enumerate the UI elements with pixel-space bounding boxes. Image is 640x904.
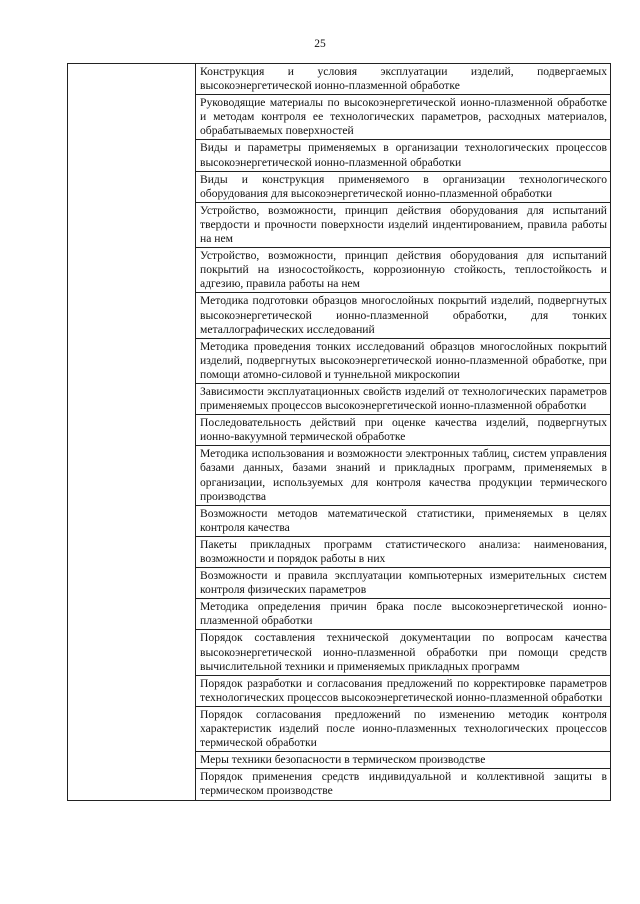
cell-text: Возможности методов математической статистики, применяемых в целях контроля качества bbox=[200, 506, 607, 534]
table-cell bbox=[196, 248, 611, 293]
table-row bbox=[68, 64, 611, 95]
cell-text: Пакеты прикладных программ статистического анализа: наименования, возможности и порядок работы в них bbox=[200, 537, 607, 565]
cell-text: Порядок применения средств индивидуальной и коллективной защиты в термическом производстве bbox=[200, 770, 607, 798]
cell-text: Методика проведения тонких исследований образцов многослойных покрытий изделий, подвергнутых высокоэнергетической ионно-плазменной обработке, при помощи атомно-силовой и туннельной микроскопии bbox=[200, 339, 607, 381]
table-cell bbox=[196, 95, 611, 140]
left-column-cell bbox=[68, 64, 196, 801]
cell-text: Порядок согласования предложений по изменению методик контроля характеристик изделий после ионно-плазменных технологических процессов термической обработки bbox=[200, 707, 607, 750]
table-cell bbox=[196, 140, 611, 171]
requirements-table bbox=[67, 63, 611, 801]
cell-text: Руководящие материалы по высокоэнергетической ионно-плазменной обработке и методам контроля ее технологических параметров, расходных материалов, обрабатываемых поверхностей bbox=[200, 96, 607, 138]
page-number: 25 bbox=[314, 38, 326, 50]
table-cell bbox=[196, 752, 611, 769]
table-cell bbox=[196, 706, 611, 751]
cell-text: Методика подготовки образцов многослойных покрытий изделий, подвергнутых высокоэнергетической ионно-плазменной обработки, для тонких металлографических исследований bbox=[200, 294, 607, 336]
cell-text: Порядок разработки и согласования предложений по корректировке параметров технологических процессов высокоэнергетической ионно-плазменной обработки bbox=[200, 676, 607, 704]
table-cell bbox=[196, 415, 611, 446]
cell-text: Методика использования и возможности электронных таблиц, систем управления базами данных, базами знаний и прикладных программ, применяемых в организации, используемых для контроля качества продукции термического производства bbox=[200, 447, 607, 503]
cell-text: Виды и конструкция применяемого в организации технологического оборудования для высокоэнергетической ионно-плазменной обработки bbox=[200, 172, 607, 200]
cell-text: Возможности и правила эксплуатации компьютерных измерительных систем контроля физических параметров bbox=[200, 569, 607, 597]
cell-text: Виды и параметры применяемых в организации технологических процессов высокоэнергетической ионно-плазменной обработки bbox=[200, 141, 607, 169]
cell-text: Конструкция и условия эксплуатации изделий, подвергаемых высокоэнергетической ионно-плазменной обработке bbox=[200, 65, 607, 93]
table-cell bbox=[196, 769, 611, 800]
table-cell bbox=[196, 383, 611, 414]
table-cell bbox=[196, 64, 611, 95]
table-cell bbox=[196, 536, 611, 567]
table-cell bbox=[196, 293, 611, 338]
table-cell bbox=[196, 446, 611, 505]
cell-text: Методика определения причин брака после высокоэнергетической ионно-плазменной обработки bbox=[200, 600, 607, 628]
cell-text: Устройство, возможности, принцип действия оборудования для испытаний твердости и прочности поверхности изделий индентированием, правила работы на нем bbox=[200, 203, 607, 246]
cell-text: Устройство, возможности, принцип действия оборудования для испытаний покрытий на износостойкость, коррозионную стойкость, теплостойкость и адгезию, правила работы на нем bbox=[200, 249, 607, 291]
cell-text: Зависимости эксплуатационных свойств изделий от технологических параметров применяемых процессов высокоэнергетической ионно-плазменной обработки bbox=[200, 384, 607, 413]
cell-text: Порядок составления технической документации по вопросам качества высокоэнергетической ионно-плазменной обработки при помощи средств вычислительной техники и применяемых прикладных программ bbox=[200, 631, 607, 673]
table-cell bbox=[196, 675, 611, 706]
table-cell bbox=[196, 568, 611, 599]
table-cell bbox=[196, 202, 611, 247]
table-cell bbox=[196, 599, 611, 630]
table-cell bbox=[196, 338, 611, 383]
cell-text: Последовательность действий при оценке качества изделий, подвергнутых ионно-вакуумной термической обработке bbox=[200, 416, 607, 444]
table-cell bbox=[196, 171, 611, 202]
table-cell bbox=[196, 630, 611, 675]
table-cell bbox=[196, 505, 611, 536]
cell-text: Меры техники безопасности в термическом производстве bbox=[200, 753, 486, 767]
